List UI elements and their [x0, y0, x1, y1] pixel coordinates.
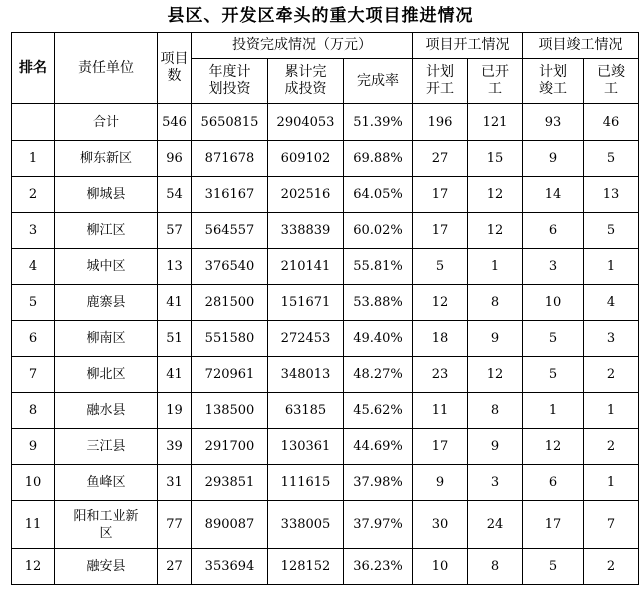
cell-planned-finish: 6	[523, 213, 584, 249]
cell-annual-plan: 316167	[192, 177, 268, 213]
cell-rate: 36.23%	[344, 549, 413, 585]
cell-planned-finish: 1	[523, 393, 584, 429]
cell-unit: 融水县	[55, 393, 158, 429]
cell-started: 8	[468, 549, 523, 585]
page-title: 县区、开发区牵头的重大项目推进情况	[167, 6, 474, 26]
header-rank: 排名	[12, 33, 55, 104]
header-planned-start: 计划开工	[413, 59, 468, 104]
total-started: 121	[468, 104, 523, 141]
cell-rate: 55.81%	[344, 249, 413, 285]
table-row	[12, 357, 639, 393]
cell-rank: 4	[12, 249, 55, 285]
cell-count: 41	[158, 357, 192, 393]
cell-started: 8	[468, 393, 523, 429]
cell-started: 9	[468, 321, 523, 357]
cell-annual-plan: 281500	[192, 285, 268, 321]
cell-started: 9	[468, 429, 523, 465]
cell-rate: 64.05%	[344, 177, 413, 213]
table-row	[12, 549, 639, 585]
cell-planned-start: 17	[413, 213, 468, 249]
cell-planned-finish: 5	[523, 549, 584, 585]
cell-planned-start: 23	[413, 357, 468, 393]
total-planned-start: 196	[413, 104, 468, 141]
cell-count: 54	[158, 177, 192, 213]
header-unit: 责任单位	[55, 33, 158, 104]
cell-cumulative: 210141	[268, 249, 344, 285]
cell-rank: 6	[12, 321, 55, 357]
cell-finished: 2	[584, 357, 639, 393]
cell-count: 51	[158, 321, 192, 357]
cell-cumulative: 63185	[268, 393, 344, 429]
cell-planned-finish: 9	[523, 141, 584, 177]
cell-started: 12	[468, 213, 523, 249]
cell-planned-finish: 3	[523, 249, 584, 285]
cell-count: 19	[158, 393, 192, 429]
total-row	[12, 104, 639, 141]
cell-unit: 三江县	[55, 429, 158, 465]
total-rank-cell	[12, 104, 55, 141]
table-row	[12, 213, 639, 249]
cell-planned-finish: 14	[523, 177, 584, 213]
cell-cumulative: 609102	[268, 141, 344, 177]
cell-annual-plan: 720961	[192, 357, 268, 393]
cell-annual-plan: 293851	[192, 465, 268, 501]
cell-count: 57	[158, 213, 192, 249]
cell-cumulative: 338005	[268, 501, 344, 549]
cell-cumulative: 151671	[268, 285, 344, 321]
cell-planned-start: 12	[413, 285, 468, 321]
cell-planned-start: 5	[413, 249, 468, 285]
cell-finished: 5	[584, 213, 639, 249]
cell-rank: 12	[12, 549, 55, 585]
cell-unit: 柳南区	[55, 321, 158, 357]
cell-rank: 1	[12, 141, 55, 177]
cell-planned-start: 10	[413, 549, 468, 585]
cell-started: 8	[468, 285, 523, 321]
cell-annual-plan: 551580	[192, 321, 268, 357]
cell-rate: 69.88%	[344, 141, 413, 177]
table-row	[12, 321, 639, 357]
total-rate: 51.39%	[344, 104, 413, 141]
table-row	[12, 429, 639, 465]
cell-rank: 7	[12, 357, 55, 393]
cell-count: 31	[158, 465, 192, 501]
cell-count: 27	[158, 549, 192, 585]
cell-count: 41	[158, 285, 192, 321]
cell-started: 3	[468, 465, 523, 501]
cell-unit: 柳城县	[55, 177, 158, 213]
header-count: 项目数	[158, 33, 192, 104]
header-started: 已开工	[468, 59, 523, 104]
cell-unit: 柳北区	[55, 357, 158, 393]
table-row	[12, 393, 639, 429]
table-row	[12, 501, 639, 549]
cell-unit: 鱼峰区	[55, 465, 158, 501]
table-row	[12, 177, 639, 213]
cell-planned-start: 11	[413, 393, 468, 429]
table-row	[12, 249, 639, 285]
cell-rank: 9	[12, 429, 55, 465]
cell-unit: 鹿寨县	[55, 285, 158, 321]
cell-cumulative: 111615	[268, 465, 344, 501]
cell-started: 24	[468, 501, 523, 549]
cell-planned-finish: 10	[523, 285, 584, 321]
cell-finished: 4	[584, 285, 639, 321]
cell-cumulative: 272453	[268, 321, 344, 357]
cell-planned-start: 17	[413, 177, 468, 213]
cell-annual-plan: 376540	[192, 249, 268, 285]
table-row	[12, 465, 639, 501]
cell-planned-finish: 5	[523, 357, 584, 393]
cell-cumulative: 130361	[268, 429, 344, 465]
cell-rate: 37.97%	[344, 501, 413, 549]
cell-planned-start: 17	[413, 429, 468, 465]
cell-annual-plan: 890087	[192, 501, 268, 549]
cell-planned-finish: 17	[523, 501, 584, 549]
header-cumulative: 累计完成投资	[268, 59, 344, 104]
cell-count: 39	[158, 429, 192, 465]
total-planned-finish: 93	[523, 104, 584, 141]
cell-annual-plan: 564557	[192, 213, 268, 249]
total-count: 546	[158, 104, 192, 141]
cell-planned-start: 9	[413, 465, 468, 501]
header-planned-finish: 计划竣工	[523, 59, 584, 104]
cell-finished: 13	[584, 177, 639, 213]
cell-rate: 60.02%	[344, 213, 413, 249]
total-label: 合计	[55, 104, 158, 141]
total-finished: 46	[584, 104, 639, 141]
cell-rank: 5	[12, 285, 55, 321]
table-row	[12, 285, 639, 321]
header-finished: 已竣工	[584, 59, 639, 104]
cell-rank: 10	[12, 465, 55, 501]
header-annual-plan: 年度计划投资	[192, 59, 268, 104]
cell-planned-finish: 5	[523, 321, 584, 357]
cell-cumulative: 348013	[268, 357, 344, 393]
cell-finished: 7	[584, 501, 639, 549]
cell-finished: 1	[584, 249, 639, 285]
cell-started: 12	[468, 177, 523, 213]
cell-rate: 48.27%	[344, 357, 413, 393]
cell-started: 1	[468, 249, 523, 285]
cell-finished: 1	[584, 465, 639, 501]
header-investment-group: 投资完成情况（万元）	[192, 33, 413, 59]
cell-annual-plan: 353694	[192, 549, 268, 585]
cell-unit: 柳东新区	[55, 141, 158, 177]
cell-finished: 2	[584, 429, 639, 465]
cell-annual-plan: 138500	[192, 393, 268, 429]
cell-planned-start: 27	[413, 141, 468, 177]
cell-started: 15	[468, 141, 523, 177]
cell-finished: 2	[584, 549, 639, 585]
cell-unit: 柳江区	[55, 213, 158, 249]
cell-finished: 3	[584, 321, 639, 357]
cell-rank: 2	[12, 177, 55, 213]
header-start-group: 项目开工情况	[413, 33, 523, 59]
cell-rank: 11	[12, 501, 55, 549]
cell-rate: 49.40%	[344, 321, 413, 357]
cell-finished: 1	[584, 393, 639, 429]
total-cumulative: 2904053	[268, 104, 344, 141]
cell-rate: 53.88%	[344, 285, 413, 321]
cell-rate: 45.62%	[344, 393, 413, 429]
cell-count: 13	[158, 249, 192, 285]
cell-unit: 融安县	[55, 549, 158, 585]
cell-planned-finish: 6	[523, 465, 584, 501]
cell-annual-plan: 291700	[192, 429, 268, 465]
projects-table	[11, 32, 639, 585]
cell-cumulative: 338839	[268, 213, 344, 249]
cell-cumulative: 202516	[268, 177, 344, 213]
cell-rank: 8	[12, 393, 55, 429]
total-annual-plan: 5650815	[192, 104, 268, 141]
cell-count: 96	[158, 141, 192, 177]
cell-planned-start: 30	[413, 501, 468, 549]
cell-annual-plan: 871678	[192, 141, 268, 177]
cell-unit: 阳和工业新区	[55, 501, 158, 549]
header-completion-rate: 完成率	[344, 59, 413, 104]
cell-unit: 城中区	[55, 249, 158, 285]
table-row	[12, 141, 639, 177]
header-finish-group: 项目竣工情况	[523, 33, 639, 59]
cell-rate: 37.98%	[344, 465, 413, 501]
cell-finished: 5	[584, 141, 639, 177]
cell-started: 12	[468, 357, 523, 393]
cell-planned-start: 18	[413, 321, 468, 357]
cell-cumulative: 128152	[268, 549, 344, 585]
cell-rank: 3	[12, 213, 55, 249]
cell-planned-finish: 12	[523, 429, 584, 465]
cell-rate: 44.69%	[344, 429, 413, 465]
cell-count: 77	[158, 501, 192, 549]
